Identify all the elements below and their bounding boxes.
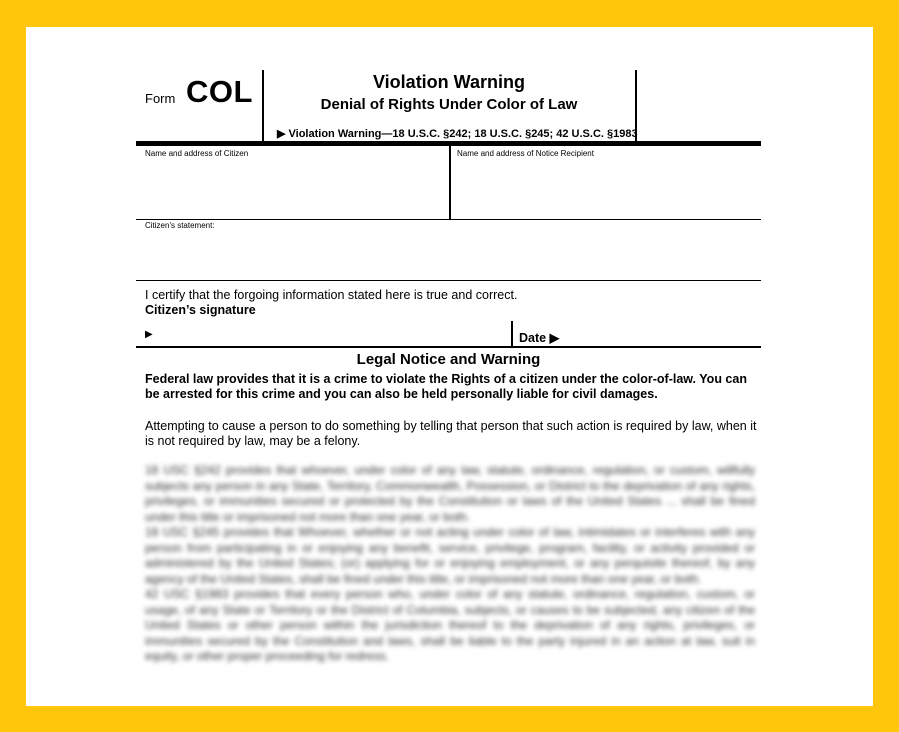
blurred-paragraph-242: 18 USC §242 provides that whoever, under color of any law, statute, ordinance, regulation, or custom, willfully subjects any person in any State, Territory, Commonwealth, Possession, or District to the deprivation of any rights, privileges, or immunities secured or protected by the Constitution or laws of the United States ... shall be fined under this title or imprisoned not more than one year, or both. xyxy=(145,463,755,524)
recipient-name-address-label: Name and address of Notice Recipient xyxy=(457,149,594,158)
blurred-statute-text xyxy=(145,463,755,665)
date-divider xyxy=(511,321,513,347)
statement-rule xyxy=(136,280,761,281)
blurred-paragraph-1983: 42 USC §1983 provides that every person who, under color of any statute, ordinance, regulation, custom, or usage, of any State or Territory or the District of Columbia, subjects, or causes to be subjected, any citizen of the United States or other person within the jurisdiction thereof to the deprivation of any rights, privileges, or immunities secured by the Constitution and laws, shall be liable to the party injured in an action at law, suit in equity, or other proper proceeding for redress. xyxy=(145,587,755,663)
signature-label: Citizen’s signature xyxy=(145,303,256,317)
form-code: COL xyxy=(186,74,253,109)
date-label: Date ▶ xyxy=(519,331,560,345)
certification-text: I certify that the forgoing information stated here is true and correct. xyxy=(145,288,518,302)
legal-notice-bold-paragraph: Federal law provides that it is a crime to violate the Rights of a citizen under the color-of-law. You can be arrested for this crime and you can also be held personally liable for civil damages. xyxy=(145,372,747,401)
signature-rule xyxy=(136,346,761,348)
address-row-rule xyxy=(136,219,761,220)
statute-line: ▶ Violation Warning—18 U.S.C. §242; 18 U.S.C. §245; 42 U.S.C. §1983 xyxy=(277,128,638,140)
signature-arrow-icon: ▶ xyxy=(145,329,153,340)
date-field[interactable] xyxy=(571,323,759,345)
legal-notice-heading: Legal Notice and Warning xyxy=(356,351,541,368)
citizen-name-address-label: Name and address of Citizen xyxy=(145,149,249,158)
signature-field[interactable] xyxy=(160,323,510,345)
legal-notice-paragraph: Attempting to cause a person to do something by telling that person that such action is required by law, when it is not required by law, may be a felony. xyxy=(145,419,757,448)
form-title: Violation Warning xyxy=(373,72,525,92)
address-divider xyxy=(449,146,451,219)
form-label: Form xyxy=(145,91,176,106)
blurred-paragraph-245: 18 USC §245 provides that Whoever, whether or not acting under color of law, intimidates or interferes with any person from participating in or enjoying any benefit, service, privilege, program, facility, or activity provided or administered by the United States; (or) applying for or enjoying employment, or any perquisite thereof, by any agency of the United States, shall be fined under this title, or imprisoned not more than one year, or both. xyxy=(145,525,755,586)
form-subtitle: Denial of Rights Under Color of Law xyxy=(320,96,578,113)
recipient-name-address-field[interactable] xyxy=(454,158,759,216)
citizen-statement-field[interactable] xyxy=(138,231,759,279)
citizen-name-address-field[interactable] xyxy=(138,158,444,216)
citizen-statement-label: Citizen's statement: xyxy=(145,221,215,230)
form-sheet xyxy=(26,27,873,706)
